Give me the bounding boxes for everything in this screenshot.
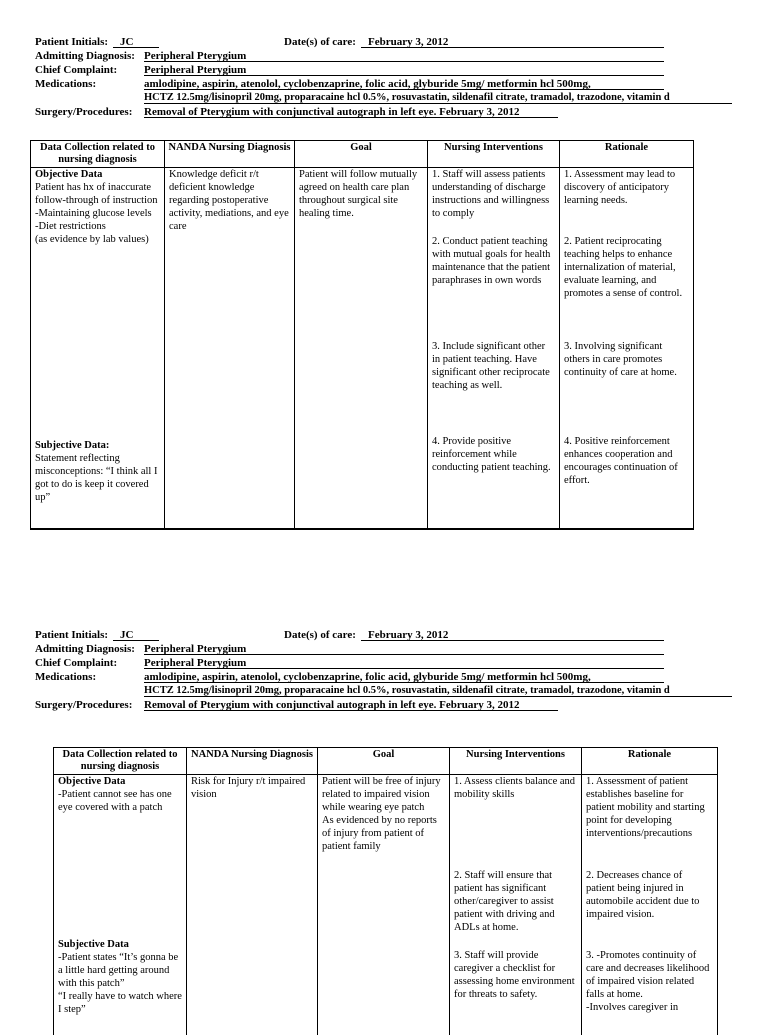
rationale-1: 1. Assessment may lead to discovery of anticipatory learning needs. bbox=[564, 168, 689, 235]
date-value: February 3, 2012 bbox=[368, 628, 448, 642]
form-1-header bbox=[35, 35, 735, 119]
intervention-4: 4. Provide positive reinforcement while conducting patient teaching. bbox=[432, 435, 555, 474]
patient-initials-value: JC bbox=[120, 628, 133, 642]
objective-data-heading: Objective Data bbox=[35, 168, 160, 181]
data-collection-cell bbox=[54, 775, 187, 1035]
date-label: Date(s) of care: bbox=[284, 628, 356, 642]
care-plan-table-2 bbox=[53, 747, 718, 1035]
medications-line-2: HCTZ 12.5mg/lisinopril 20mg, proparacaine hcl 0.5%, rosuvastatin, sildenafil citrate, tramadol, trazodone, vitamin d bbox=[144, 684, 670, 698]
date-value: February 3, 2012 bbox=[368, 35, 448, 49]
intervention-1: 1. Staff will assess patients understanding of discharge instructions and willingness to comply bbox=[432, 168, 555, 235]
header-rationale: Rationale bbox=[582, 748, 718, 775]
header-interventions: Nursing Interventions bbox=[450, 748, 582, 775]
interventions-cell bbox=[450, 775, 582, 1035]
rationale-2: 2. Patient reciprocating teaching helps to enhance internalization of material, evaluate learning, and promotes a sense of control. bbox=[564, 235, 689, 340]
header-data-collection: Data Collection related to nursing diagnosis bbox=[54, 748, 187, 775]
form-2-header bbox=[35, 628, 735, 712]
surgery-label: Surgery/Procedures: bbox=[35, 698, 132, 712]
goal-text: Patient will be free of injury related to impaired vision while wearing eye patch As evidenced by no reports of injury from patient of patient family bbox=[322, 776, 441, 852]
rationale-3: 3. Involving significant others in care promotes continuity of care at home. bbox=[564, 340, 689, 435]
rationale-cell bbox=[582, 775, 718, 1035]
header-nanda: NANDA Nursing Diagnosis bbox=[187, 748, 318, 775]
header-interventions: Nursing Interventions bbox=[428, 141, 560, 168]
chief-complaint-value: Peripheral Pterygium bbox=[144, 63, 246, 77]
intervention-2: 2. Staff will ensure that patient has significant other/caregiver to assist patient with driving and ADLs at home. bbox=[454, 869, 577, 949]
patient-initials-label: Patient Initials: bbox=[35, 628, 108, 642]
intervention-2: 2. Conduct patient teaching with mutual goals for health maintenance that the patient paraphrases in own words bbox=[432, 235, 555, 340]
admitting-diagnosis-label: Admitting Diagnosis: bbox=[35, 49, 135, 63]
rationale-3: 3. -Promotes continuity of care and decreases likelihood of impaired vision related falls at home. bbox=[586, 949, 713, 1001]
intervention-3: 3. Include significant other in patient teaching. Have significant other reciprocate teaching as well. bbox=[432, 340, 555, 435]
date-label: Date(s) of care: bbox=[284, 35, 356, 49]
objective-data-text: Patient has hx of inaccurate follow-through of instruction -Maintaining glucose levels -Diet restrictions (as evidence by lab values) bbox=[35, 181, 160, 439]
nanda-diagnosis: Knowledge deficit r/t deficient knowledge regarding postoperative activity, mediations, and eye care bbox=[169, 169, 289, 232]
care-plan-table-1 bbox=[30, 140, 694, 530]
objective-data-heading: Objective Data bbox=[58, 775, 182, 788]
rationale-4: 4. Positive reinforcement enhances cooperation and encourages continuation of effort. bbox=[564, 435, 689, 487]
nanda-diagnosis: Risk for Injury r/t impaired vision bbox=[191, 776, 305, 800]
nanda-cell bbox=[187, 775, 318, 1035]
subjective-data-text: -Patient states “It’s gonna be a little hard getting around with this patch” “I really have to watch where I step” bbox=[58, 951, 182, 1016]
admitting-diagnosis-value: Peripheral Pterygium bbox=[144, 49, 246, 63]
surgery-value: Removal of Pterygium with conjunctival autograph in left eye. February 3, 2012 bbox=[144, 105, 519, 119]
chief-complaint-value: Peripheral Pterygium bbox=[144, 656, 246, 670]
rationale-2: 2. Decreases chance of patient being injured in automobile accident due to impaired vision. bbox=[586, 869, 713, 949]
admitting-diagnosis-label: Admitting Diagnosis: bbox=[35, 642, 135, 656]
goal-cell bbox=[318, 775, 450, 1035]
header-data-collection: Data Collection related to nursing diagnosis bbox=[31, 141, 165, 168]
rationale-cell bbox=[560, 168, 694, 530]
medications-line-1: amlodipine, aspirin, atenolol, cyclobenzaprine, folic acid, glyburide 5mg/ metformin hcl 500mg, bbox=[144, 77, 591, 91]
header-nanda: NANDA Nursing Diagnosis bbox=[165, 141, 295, 168]
header-rationale: Rationale bbox=[560, 141, 694, 168]
header-goal: Goal bbox=[295, 141, 428, 168]
patient-initials-value: JC bbox=[120, 35, 133, 49]
rationale-4: -Involves caregiver in bbox=[586, 1001, 713, 1014]
medications-label: Medications: bbox=[35, 670, 96, 684]
chief-complaint-label: Chief Complaint: bbox=[35, 63, 117, 77]
patient-initials-label: Patient Initials: bbox=[35, 35, 108, 49]
medications-label: Medications: bbox=[35, 77, 96, 91]
interventions-cell bbox=[428, 168, 560, 530]
header-goal: Goal bbox=[318, 748, 450, 775]
subjective-data-text: Statement reflecting misconceptions: “I think all I got to do is keep it covered up” bbox=[35, 452, 160, 504]
goal-text: Patient will follow mutually agreed on health care plan throughout surgical site healing time. bbox=[299, 169, 417, 219]
admitting-diagnosis-value: Peripheral Pterygium bbox=[144, 642, 246, 656]
surgery-value: Removal of Pterygium with conjunctival autograph in left eye. February 3, 2012 bbox=[144, 698, 519, 712]
chief-complaint-label: Chief Complaint: bbox=[35, 656, 117, 670]
patient-initials-row bbox=[35, 35, 735, 49]
nanda-cell bbox=[165, 168, 295, 530]
medications-line-1: amlodipine, aspirin, atenolol, cyclobenzaprine, folic acid, glyburide 5mg/ metformin hcl 500mg, bbox=[144, 670, 591, 684]
medications-line-2: HCTZ 12.5mg/lisinopril 20mg, proparacaine hcl 0.5%, rosuvastatin, sildenafil citrate, tramadol, trazodone, vitamin d bbox=[144, 91, 670, 105]
objective-data-text: -Patient cannot see has one eye covered with a patch bbox=[58, 788, 182, 938]
goal-cell bbox=[295, 168, 428, 530]
data-collection-cell bbox=[31, 168, 165, 530]
intervention-1: 1. Assess clients balance and mobility skills bbox=[454, 775, 577, 869]
rationale-1: 1. Assessment of patient establishes baseline for patient mobility and starting point for developing interventions/precautions bbox=[586, 775, 713, 869]
subjective-data-heading: Subjective Data bbox=[58, 938, 182, 951]
intervention-3: 3. Staff will provide caregiver a checklist for assessing home environment for threats to safety. bbox=[454, 949, 577, 1001]
subjective-data-heading: Subjective Data: bbox=[35, 439, 160, 452]
surgery-label: Surgery/Procedures: bbox=[35, 105, 132, 119]
